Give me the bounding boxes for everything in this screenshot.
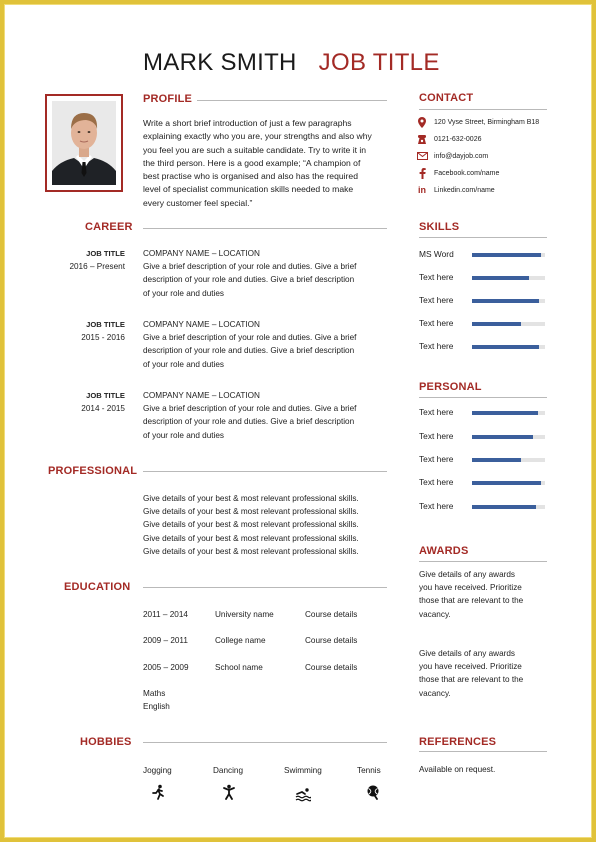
jogging-icon (150, 784, 166, 800)
professional-line: Give details of your best & most relevant professional skills. (143, 546, 359, 556)
hobby-label: Dancing (213, 766, 244, 775)
contact-email-text[interactable]: info@dayjob.com (434, 152, 489, 160)
career-entry (143, 247, 393, 300)
award-line: you have received. Prioritize (419, 662, 522, 672)
location-pin-icon (415, 116, 429, 128)
contact-phone (415, 132, 482, 146)
section-divider (197, 100, 387, 101)
skill-bar-fill (472, 253, 541, 257)
education-details: Course details (305, 610, 358, 619)
section-title-education: EDUCATION (64, 581, 131, 593)
career-description-line: Give a brief description of your role and duties. Give a brief (143, 333, 357, 343)
personal-label: Text here (419, 501, 454, 511)
skill-bar (472, 276, 545, 280)
profile-line: you feel you are such a suitable candidate. Try to write it in (143, 144, 367, 155)
profile-line: best practise who is organised and also has the required (143, 171, 358, 182)
career-description-line: of your role and duties (143, 359, 225, 369)
education-details: Course details (305, 636, 358, 645)
career-description-line: of your role and duties (143, 430, 225, 440)
skill-label: Text here (419, 341, 454, 351)
personal-bar-fill (472, 411, 538, 415)
section-title-professional: PROFESSIONAL (48, 465, 138, 477)
hobby-label: Jogging (143, 766, 172, 775)
education-subject: Maths (143, 689, 166, 698)
career-company: COMPANY NAME – LOCATION (143, 249, 260, 258)
professional-line: Give details of your best & most relevant professional skills. (143, 494, 359, 503)
education-subject: English (143, 702, 170, 711)
facebook-icon (415, 167, 429, 179)
skill-bar (472, 345, 545, 349)
personal-bar (472, 411, 545, 415)
professional-line: Give details of your best & most relevant professional skills. (143, 507, 359, 517)
contact-address-text: 120 Vyse Street, Birmingham B18 (434, 118, 540, 126)
references-text: Available on request. (419, 765, 496, 774)
personal-bar-fill (472, 458, 521, 462)
section-title-career: CAREER (85, 221, 133, 233)
career-entry (143, 389, 393, 442)
tennis-icon (365, 784, 381, 800)
section-divider (143, 742, 387, 743)
personal-label: Text here (419, 454, 454, 464)
section-divider (419, 397, 547, 398)
contact-email (415, 149, 488, 163)
profile-photo-frame (45, 94, 123, 192)
award-line: Give details of any awards (419, 570, 516, 579)
award-line: vacancy. (419, 609, 451, 619)
education-years: 2005 – 2009 (143, 663, 189, 672)
contact-address (415, 115, 539, 129)
education-years: 2011 – 2014 (143, 610, 188, 619)
section-divider (419, 561, 547, 562)
profile-line: every customer feel special.” (143, 197, 253, 208)
profile-summary (143, 117, 393, 210)
profile-line: explaining exactly who you are, your strengths and also why (143, 131, 372, 142)
dancing-icon (221, 784, 237, 800)
section-divider (143, 587, 387, 588)
professional-skills (143, 492, 393, 558)
career-entry (143, 318, 393, 371)
career-company: COMPANY NAME – LOCATION (143, 320, 260, 329)
personal-bar (472, 481, 545, 485)
section-divider (419, 751, 547, 752)
section-title-awards: AWARDS (419, 545, 469, 557)
swimming-icon (295, 786, 311, 802)
award-entry (419, 568, 554, 621)
contact-linkedin (415, 183, 495, 197)
section-divider (143, 228, 387, 229)
award-line: those that are relevant to the (419, 596, 524, 606)
career-description-line: of your role and duties (143, 288, 225, 298)
contact-linkedin-text[interactable]: Linkedin.com/name (434, 186, 495, 194)
personal-label: Text here (419, 431, 454, 441)
personal-bar (472, 458, 545, 462)
skill-bar-fill (472, 299, 539, 303)
personal-bar (472, 435, 545, 439)
career-dates: 2014 - 2015 (81, 404, 125, 413)
resume-page (4, 4, 592, 838)
career-job-title: JOB TITLE (86, 249, 125, 258)
skill-label: Text here (419, 318, 454, 328)
skill-bar (472, 299, 545, 303)
section-title-profile: PROFILE (143, 93, 193, 105)
personal-bar-fill (472, 481, 541, 485)
professional-line: Give details of your best & most relevant professional skills. (143, 520, 359, 530)
header-job-title: JOB TITLE (318, 49, 440, 76)
profile-photo (52, 101, 116, 185)
section-title-personal: PERSONAL (419, 381, 482, 393)
hobby-label: Swimming (284, 766, 322, 775)
skill-bar-fill (472, 276, 529, 280)
career-job-title: JOB TITLE (86, 391, 125, 400)
section-divider (143, 471, 387, 472)
skill-bar-fill (472, 322, 521, 326)
section-divider (419, 237, 547, 238)
career-dates: 2016 – Present (69, 262, 125, 271)
award-entry (419, 647, 554, 700)
personal-bar-fill (472, 435, 533, 439)
skill-label: MS Word (419, 249, 454, 259)
section-title-hobbies: HOBBIES (80, 736, 132, 748)
education-years: 2009 – 2011 (143, 636, 188, 645)
personal-label: Text here (419, 407, 454, 417)
hobby-label: Tennis (357, 766, 381, 775)
skill-bar (472, 253, 545, 257)
award-line: vacancy. (419, 688, 451, 698)
personal-bar (472, 505, 545, 509)
career-description-line: description of your role and duties. Give a brief description (143, 417, 355, 427)
skill-label: Text here (419, 272, 454, 282)
award-line: those that are relevant to the (419, 675, 524, 685)
career-description-line: Give a brief description of your role and duties. Give a brief (143, 262, 357, 272)
profile-line: level of specialist communication skills needed to make (143, 184, 354, 195)
contact-facebook (415, 166, 499, 180)
career-description-line: description of your role and duties. Give a brief description (143, 346, 355, 356)
header (143, 49, 440, 77)
professional-line: Give details of your best & most relevant professional skills. (143, 533, 359, 543)
email-icon (415, 150, 429, 162)
skill-label: Text here (419, 295, 454, 305)
career-description-line: Give a brief description of your role and duties. Give a brief (143, 404, 357, 414)
career-dates: 2015 - 2016 (81, 333, 125, 342)
award-line: Give details of any awards (419, 649, 516, 658)
career-job-title: JOB TITLE (86, 320, 125, 329)
career-company: COMPANY NAME – LOCATION (143, 391, 260, 400)
contact-facebook-text[interactable]: Facebook.com/name (434, 169, 500, 177)
phone-icon (415, 133, 429, 145)
award-line: you have received. Prioritize (419, 583, 522, 593)
education-school: School name (215, 663, 263, 672)
education-details: Course details (305, 663, 358, 672)
skill-bar (472, 322, 545, 326)
education-school: College name (215, 636, 266, 645)
candidate-name: MARK SMITH (143, 49, 297, 76)
profile-line: Write a short brief introduction of just a few paragraphs (143, 118, 352, 128)
personal-bar-fill (472, 505, 536, 509)
profile-line: the third person. Here is a good example; “A champion of (143, 157, 361, 168)
linkedin-icon: in (418, 185, 426, 195)
section-title-references: REFERENCES (419, 736, 497, 748)
education-school: University name (215, 610, 274, 619)
section-title-contact: CONTACT (419, 92, 474, 104)
portrait-image (52, 101, 116, 185)
section-title-skills: SKILLS (419, 221, 460, 233)
skill-bar-fill (472, 345, 539, 349)
personal-label: Text here (419, 477, 454, 487)
career-description-line: description of your role and duties. Give a brief description (143, 275, 355, 285)
contact-phone-text: 0121-632-0026 (434, 135, 482, 143)
section-divider (419, 109, 547, 110)
